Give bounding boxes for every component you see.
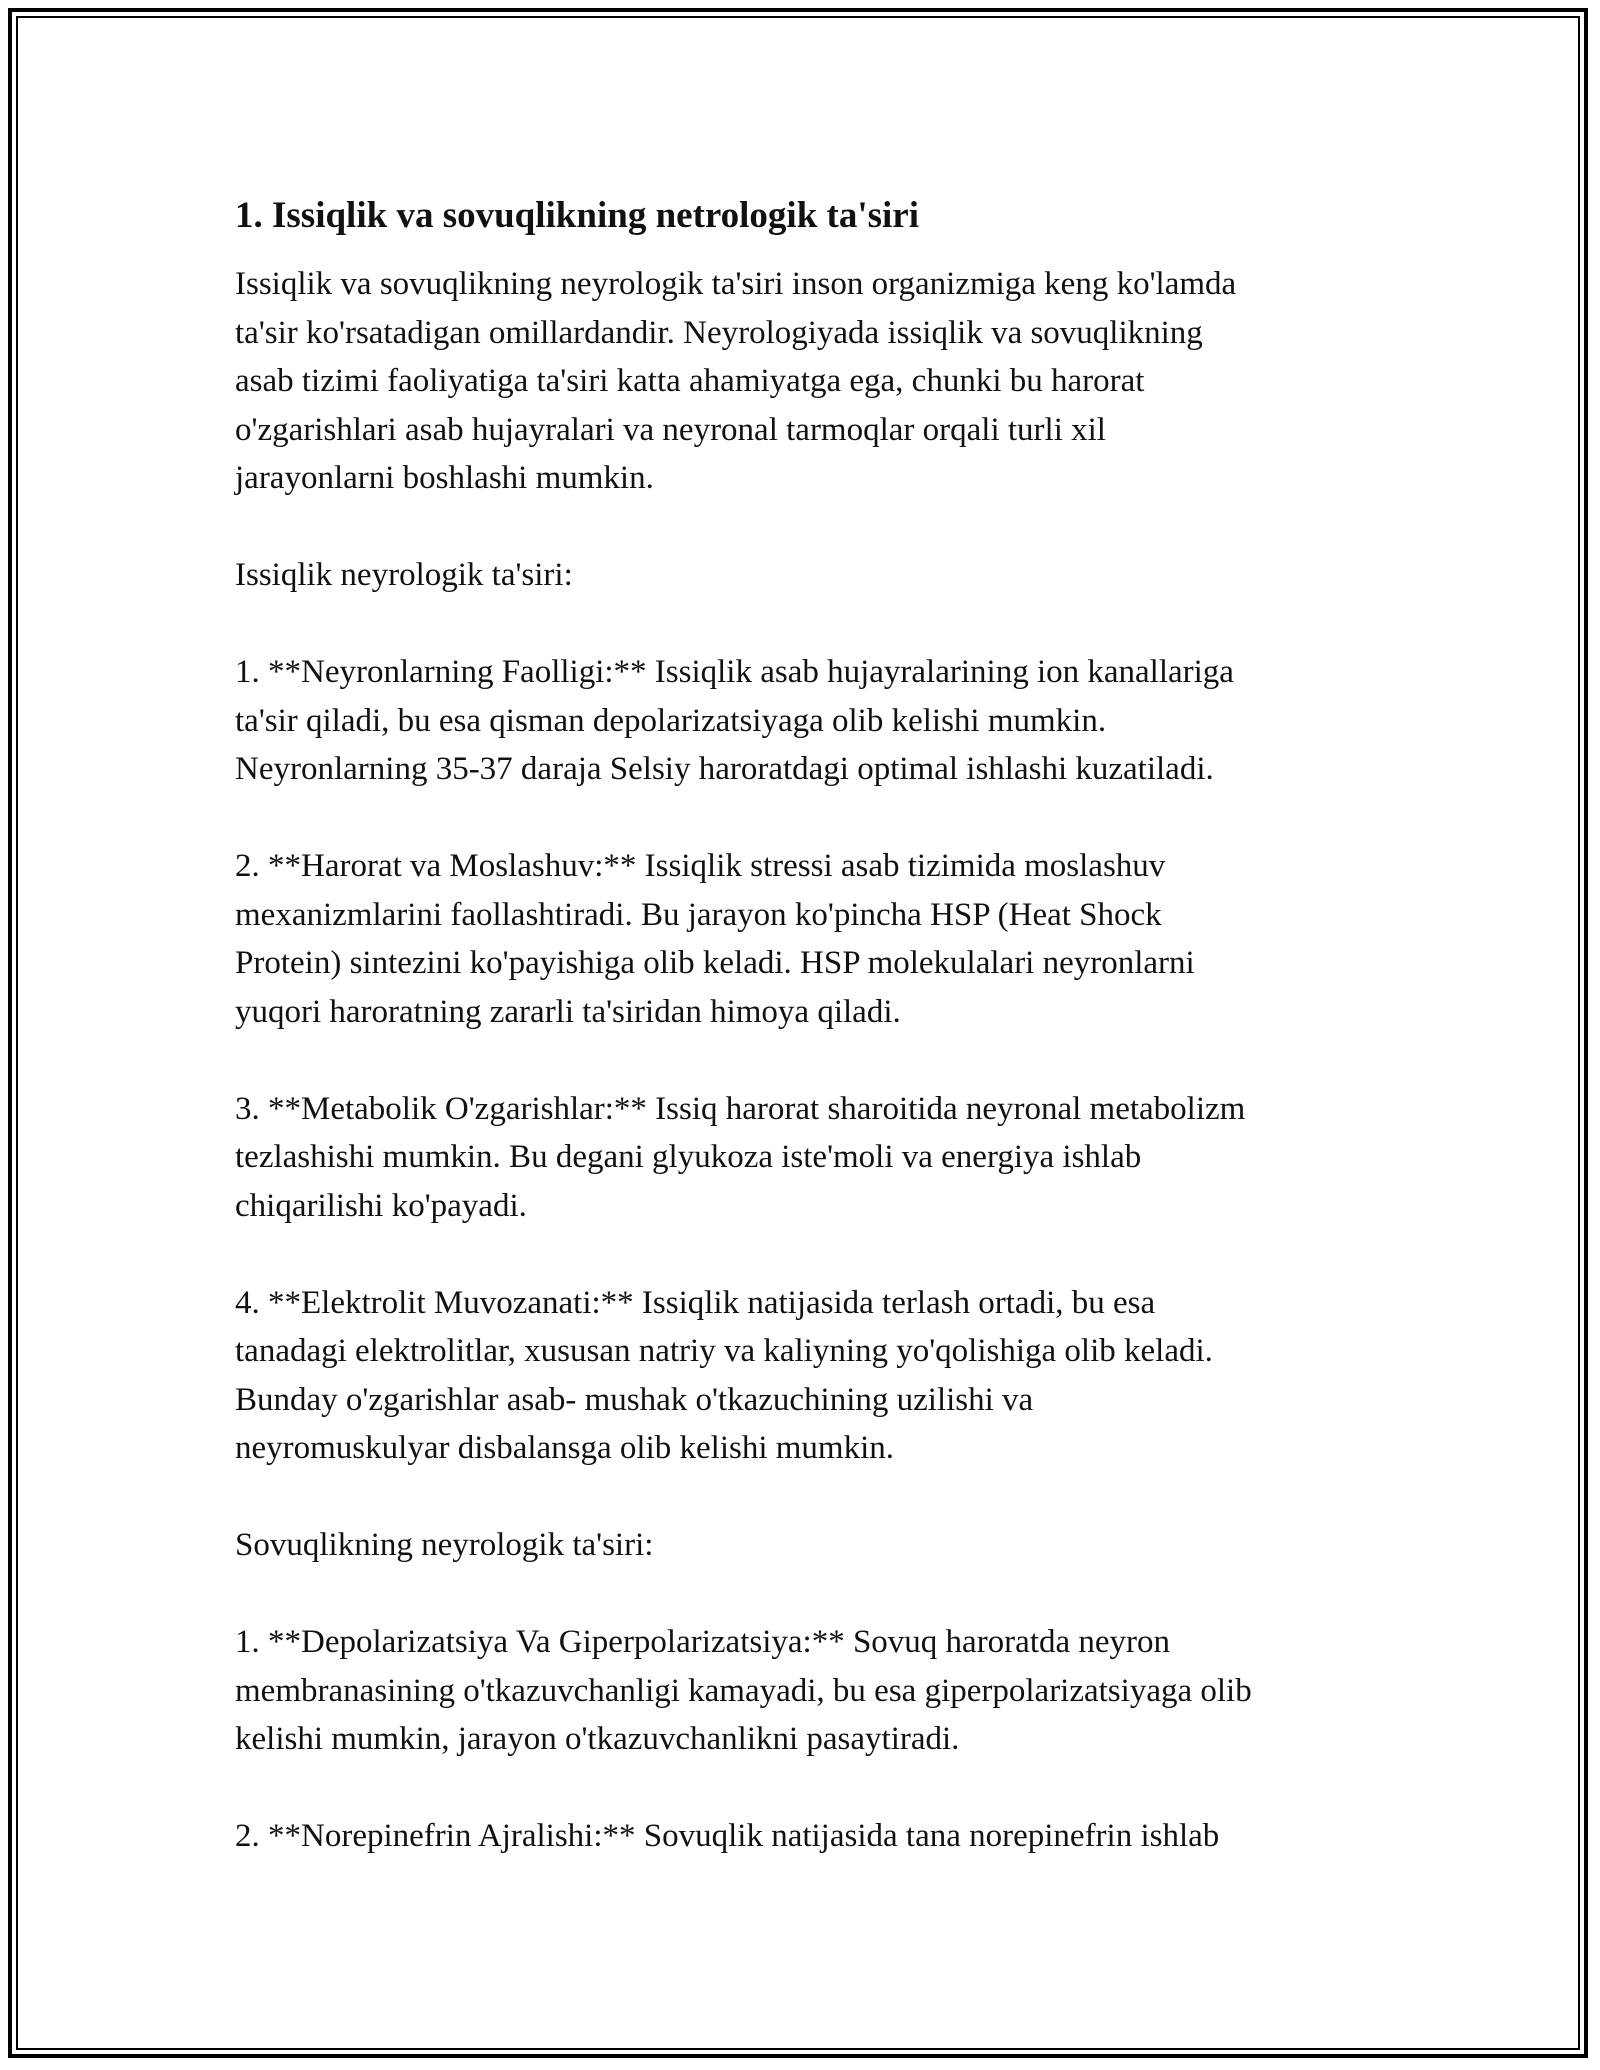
heat-item-1: 1. **Neyronlarning Faolligi:** Issiqlik asab hujayralarining ion kanallariga ta'sir qiladi, bu esa qisman depolarizatsiyaga olib kelishi mumkin. Neyronlarning 35-37 daraja Selsiy haroratdagi optimal ishlashi kuzatiladi.	[235, 654, 1234, 787]
document-title: 1. Issiqlik va sovuqlikning netrologik ta'siri	[235, 195, 920, 236]
intro-paragraph: Issiqlik va sovuqlikning neyrologik ta'siri inson organizmiga keng ko'lamda ta'sir ko'rsatadigan omillardandir. Neyrologiyada issiqlik va sovuqlikning asab tizimi faoliyatiga ta'siri katta ahamiyatga ega, chunki bu harorat o'zgarishlari asab hujayralari va neyronal tarmoqlar orqali turli xil jarayonlarni boshlashi mumkin.	[235, 266, 1237, 496]
document-body	[235, 190, 1385, 1909]
section-heading-cold: Sovuqlikning neyrologik ta'siri:	[235, 1527, 654, 1563]
heat-item-2: 2. **Harorat va Moslashuv:** Issiqlik stressi asab tizimida moslashuv mexanizmlarini faollashtiradi. Bu jarayon ko'pincha HSP (Heat Shock Protein) sintezini ko'payishiga olib keladi. HSP molekulalari neyronlarni yuqori haroratning zararli ta'siridan himoya qiladi.	[235, 848, 1195, 1030]
heat-item-3: 3. **Metabolik O'zgarishlar:** Issiq harorat sharoitida neyronal metabolizm tezlashishi mumkin. Bu degani glyukoza iste'moli va energiya ishlab chiqarilishi ko'payadi.	[235, 1090, 1246, 1224]
cold-item-2: 2. **Norepinefrin Ajralishi:** Sovuqlik natijasida tana norepinefrin ishlab	[235, 1818, 1220, 1854]
heat-item-4: 4. **Elektrolit Muvozanati:** Issiqlik natijasida terlash ortadi, bu esa tanadagi elektrolitlar, xususan natriy va kaliyning yo'qolishiga olib keladi. Bunday o'zgarishlar asab- mushak o'tkazuchining uzilishi va neyromuskulyar disbalansga olib kelishi mumkin.	[235, 1284, 1213, 1466]
section-heading-heat: Issiqlik neyrologik ta'siri:	[235, 557, 573, 593]
cold-item-1: 1. **Depolarizatsiya Va Giperpolarizatsiya:** Sovuq haroratda neyron membranasining o'tkazuvchanligi kamayadi, bu esa giperpolarizatsiyaga olib kelishi mumkin, jarayon o'tkazuvchanlikni pasaytiradi.	[235, 1624, 1252, 1757]
